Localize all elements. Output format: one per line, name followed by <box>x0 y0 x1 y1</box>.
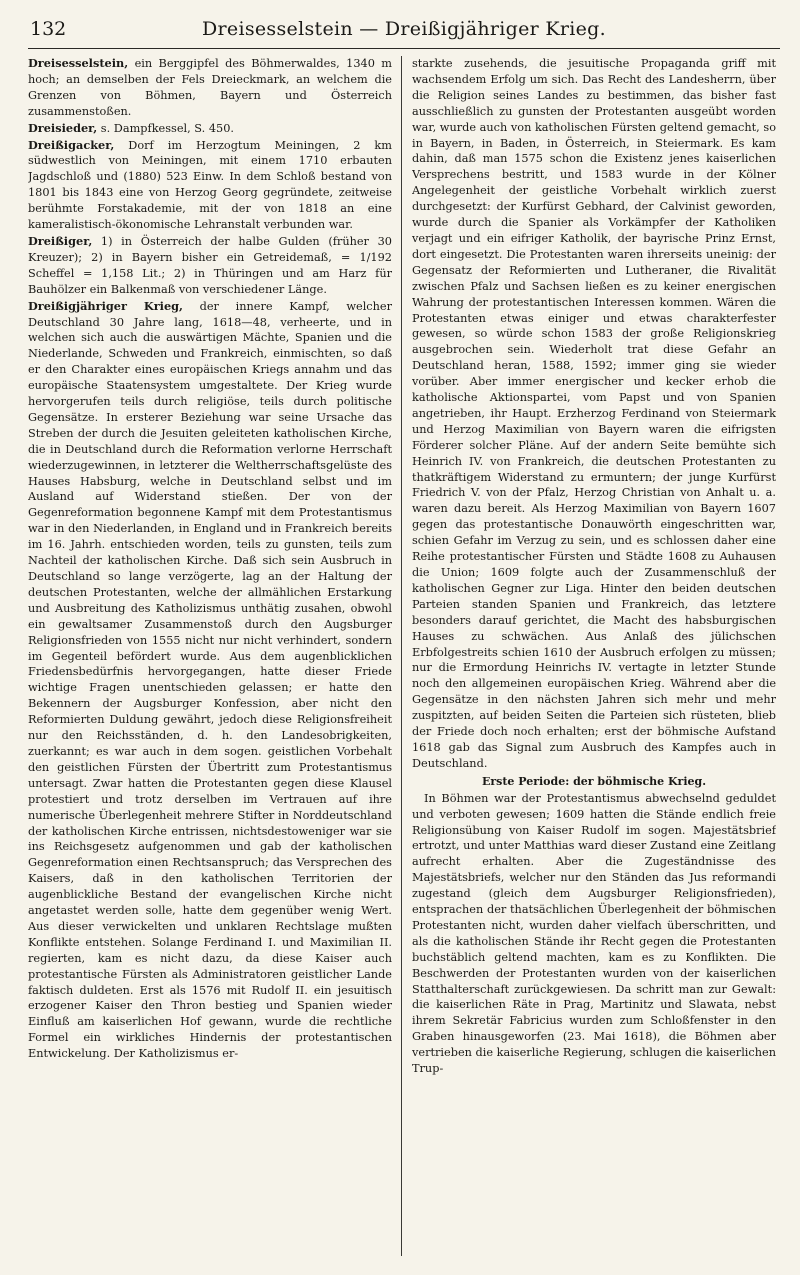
dictionary-page <box>28 14 780 1264</box>
text-columns <box>28 56 780 1261</box>
headword: Dreißiger, <box>28 233 93 248</box>
headword: Dreißigjähriger Krieg, <box>28 298 183 313</box>
column-divider <box>401 56 402 1256</box>
entry-dreissigacker <box>28 138 392 233</box>
section-title: Erste Periode: der böhmische Krieg. <box>481 774 707 788</box>
entry-dreisieder <box>28 121 392 137</box>
entry-text: 1) in Österreich der halbe Gulden (früher 30 Kreuzer); 2) in Bayern bisher ein Getreidemaß, = 1/192 Scheffel = 1,158 Lit.; 2) in Thüringen und am Harz für Bauhölzer ein Balkenmaß von verschiedener Länge. <box>28 234 392 296</box>
entry-dreissiger <box>28 234 392 298</box>
section-paragraph: In Böhmen war der Protestantismus abwechselnd geduldet und verboten gewesen; 1609 hatten die Stände endlich freie Religionsübung von Kaiser Rudolf im sogen. Majestätsbrief ertrotzt, und unter Matthias ward dieser Zustand eine Zeitlang aufrecht erhalten. Aber die Zugeständnisse des Majestätsbriefs, welcher nur den Ständen das Jus reformandi zugestand (gleich dem Augsburger Religionsfrieden), entsprachen der thatsächlichen Überlegenheit der böhmischen Protestanten nicht, wurden daher vielfach überschritten, und als die katholischen Stände ihr Recht gegen die Protestanten buchstäblich geltend machten, kam es zu Konflikten. Die Beschwerden der Protestanten wurden von der kaiserlichen Statthalterschaft zurückgewiesen. Da schritt man zur Gewalt: die kaiserlichen Räte in Prag, Martinitz und Slawata, nebst ihrem Sekretär Fabricius wurden zum Schloßfenster in den Graben hinausgeworfen (23. Mai 1618), die Böhmen aber vertrieben die kaiserliche Regierung, schlugen die kaiserlichen Trup- <box>412 791 776 1076</box>
entry-dreissigjaehriger-krieg <box>28 299 392 1063</box>
headword: Dreisesselstein, <box>28 56 129 70</box>
headword: Dreißigacker, <box>28 137 115 152</box>
page-number: 132 <box>30 18 67 40</box>
headword: Dreisieder, <box>28 120 98 135</box>
entry-text: Dorf im Herzogtum Meiningen, 2 km südwestlich von Meiningen, mit einem 1710 erbauten Jagdschloß und (1880) 523 Einw. In dem Schloß bestand von 1801 bis 1843 eine von Herzog Georg gegründete, zeitweise berühmte Forstakademie, mit der von 1818 an eine kameralistisch-ökonomische Lehranstalt verbunden war. <box>28 138 392 232</box>
entry-text: ein Berggipfel des Böhmerwaldes, 1340 m hoch; an demselben der Fels Dreieckmark, an welchem die Grenzen von Böhmen, Bayern und Österreich zusammenstoßen. <box>28 57 392 118</box>
entry-text: der innere Kampf, welcher Deutschland 30 Jahre lang, 1618—48, verheerte, und in welchen sich auch die auswärtigen Mächte, Spanien und die Niederlande, Schweden und Frankreich, einmischten, so daß er den Charakter eines europäischen Kriegs annahm und das europäische Staatensystem umgestaltete. Der Krieg wurde hervorgerufen teils durch religiöse, teils durch politische Gegensätze. In ersterer Beziehung war seine Ursache das Streben der durch die Jesuiten geleiteten katholischen Kirche, die in Deutschland durch die Reformation verlorne Herrschaft wiederzugewinnen, in letzterer die Weltherrschaftsgelüste des Hauses Habsburg, welche in Deutschland selbst und im Ausland auf Widerstand stießen. Der von der Gegenreformation begonnene Kampf mit dem Protestantismus war in den Niederlanden, in England und in Frankreich bereits im 16. Jahrh. entschieden worden, teils zu gunsten, teils zum Nachteil der katholischen Kirche. Daß sich sein Ausbruch in Deutschland so lange verzögerte, lag an der Haltung der deutschen Protestanten, welche der allmählichen Erstarkung und Ausbreitung des Katholizismus unthätig zusahen, obwohl ein gewaltsamer Zusammenstoß durch den Augsburger Religionsfrieden von 1555 nicht nur nicht verhindert, sondern im Gegenteil befördert wurde. Aus dem augenblicklichen Friedensbedürfnis hervorgegangen, hatte dieser Friede wichtige Fragen unentschieden gelassen; er hatte den Bekennern der Augsburger Konfession, aber nicht den Reformierten Duldung gewährt, jedoch diese Religionsfreiheit nur den Reichsständen, d. h. den Landesobrigkeiten, zuerkannt; es war auch in dem sogen. geistlichen Vorbehalt den geistlichen Fürsten der Übertritt zum Protestantismus untersagt. Zwar hatten die Protestanten gegen diese Klausel protestiert und trotz derselben im Vertrauen auf ihre numerische Überlegenheit mehrere Stifter in Norddeutschland der katholischen Kirche entrissen, nichtsdestoweniger war sie ins Reichsgesetz aufgenommen und gab der katholischen Gegenreformation einen Rechtsanspruch; das Versprechen des Kaisers, daß in den katholischen Territorien der augenblickliche Bestand der evangelischen Kirche nicht angetastet werden solle, hatte dem gegenüber wenig Wert. Aus dieser verwickelten und unklaren Rechtslage mußten Konflikte entstehen. Solange Ferdinand I. und Maximilian II. regierten, kam es nicht dazu, da diese Kaiser auch protestantische Fürsten als Administratoren geistlicher Lande faktisch duldeten. Erst als 1576 mit Rudolf II. ein jesuitisch erzogener Kaiser den Thron bestieg und Spanien wieder Einfluß am kaiserlichen Hof gewann, wurde die rechtliche Formel ein wirkliches Hindernis der protestantischen Entwickelung. Der Katholizismus er- <box>28 299 392 1061</box>
right-column <box>412 56 776 1261</box>
entry-dreisesselstein <box>28 56 392 120</box>
entry-text: s. Dampfkessel, S. 450. <box>97 121 234 135</box>
continuation-paragraph: starkte zusehends, die jesuitische Propaganda griff mit wachsendem Erfolg um sich. Das Recht des Landesherrn, über die Religion seines Landes zu bestimmen, das bisher fast ausschließlich zu gunsten der Protestanten ausgeübt worden war, wurde auch von katholischen Fürsten geltend gemacht, so in Bayern, in Baden, in Österreich, in Steiermark. Es kam dahin, daß man 1575 schon die Existenz jenes kaiserlichen Versprechens bestritt, und 1583 wurde in der Kölner Angelegenheit der geistliche Vorbehalt wirklich zuerst durchgesetzt: der Kurfürst Gebhard, der Calvinist geworden, wurde durch die Spanier als Vorkämpfer der Katholiken verjagt und ein eifriger Katholik, der bayrische Prinz Ernst, dort eingesetzt. Die Protestanten waren ihrerseits uneinig: der Gegensatz der Reformierten und Lutheraner, die Rivalität zwischen Pfalz und Sachsen ließen es zu keiner energischen Wahrung der protestantischen Interessen kommen. Wären die Protestanten etwas einiger und etwas charakterfester gewesen, so würde schon 1583 der große Religionskrieg ausgebrochen sein. Wiederholt trat diese Gefahr an Deutschland heran, 1588, 1592; immer ging sie wieder vorüber. Aber immer energischer und kecker erhob die katholische Aktionspartei, vom Papst und von Spanien angetrieben, ihr Haupt. Erzherzog Ferdinand von Steiermark und Herzog Maximilian von Bayern waren die eifrigsten Förderer solcher Pläne. Auf der andern Seite bemühte sich Heinrich IV. von Frankreich, die deutschen Protestanten zu thatkräftigem Widerstand zu ermuntern; der junge Kurfürst Friedrich V. von der Pfalz, Herzog Christian von Anhalt u. a. waren dazu bereit. Als Herzog Maximilian von Bayern 1607 gegen das protestantische Donauwörth eingeschritten war, schien Gefahr im Verzug zu sein, und es schlossen daher eine Reihe protestantischer Fürsten und Städte 1608 zu Auhausen die Union; 1609 folgte auch der Zusammenschluß der katholischen Gegner zur Liga. Hinter den beiden deutschen Parteien standen Spanien und Frankreich, das letztere besonders darauf gerichtet, die Macht des habsburgischen Hauses zu schwächen. Aus Anlaß des jülichschen Erbfolgestreits schien 1610 der Ausbruch erfolgen zu müssen; nur die Ermordung Heinrichs IV. vertagte in letzter Stunde noch den allgemeinen europäischen Krieg. Während aber die Gegensätze in den nächsten Jahren sich mehr und mehr zuspitzten, auf beiden Seiten die Parteien sich rüsteten, blieb der Friede doch noch erhalten; erst der böhmische Aufstand 1618 gab das Signal zum Ausbruch des Kampfes auch in Deutschland. <box>412 57 776 770</box>
page-header <box>28 14 780 49</box>
left-column <box>28 56 392 1261</box>
running-title: Dreisesselstein — Dreißigjähriger Krieg. <box>202 18 606 40</box>
